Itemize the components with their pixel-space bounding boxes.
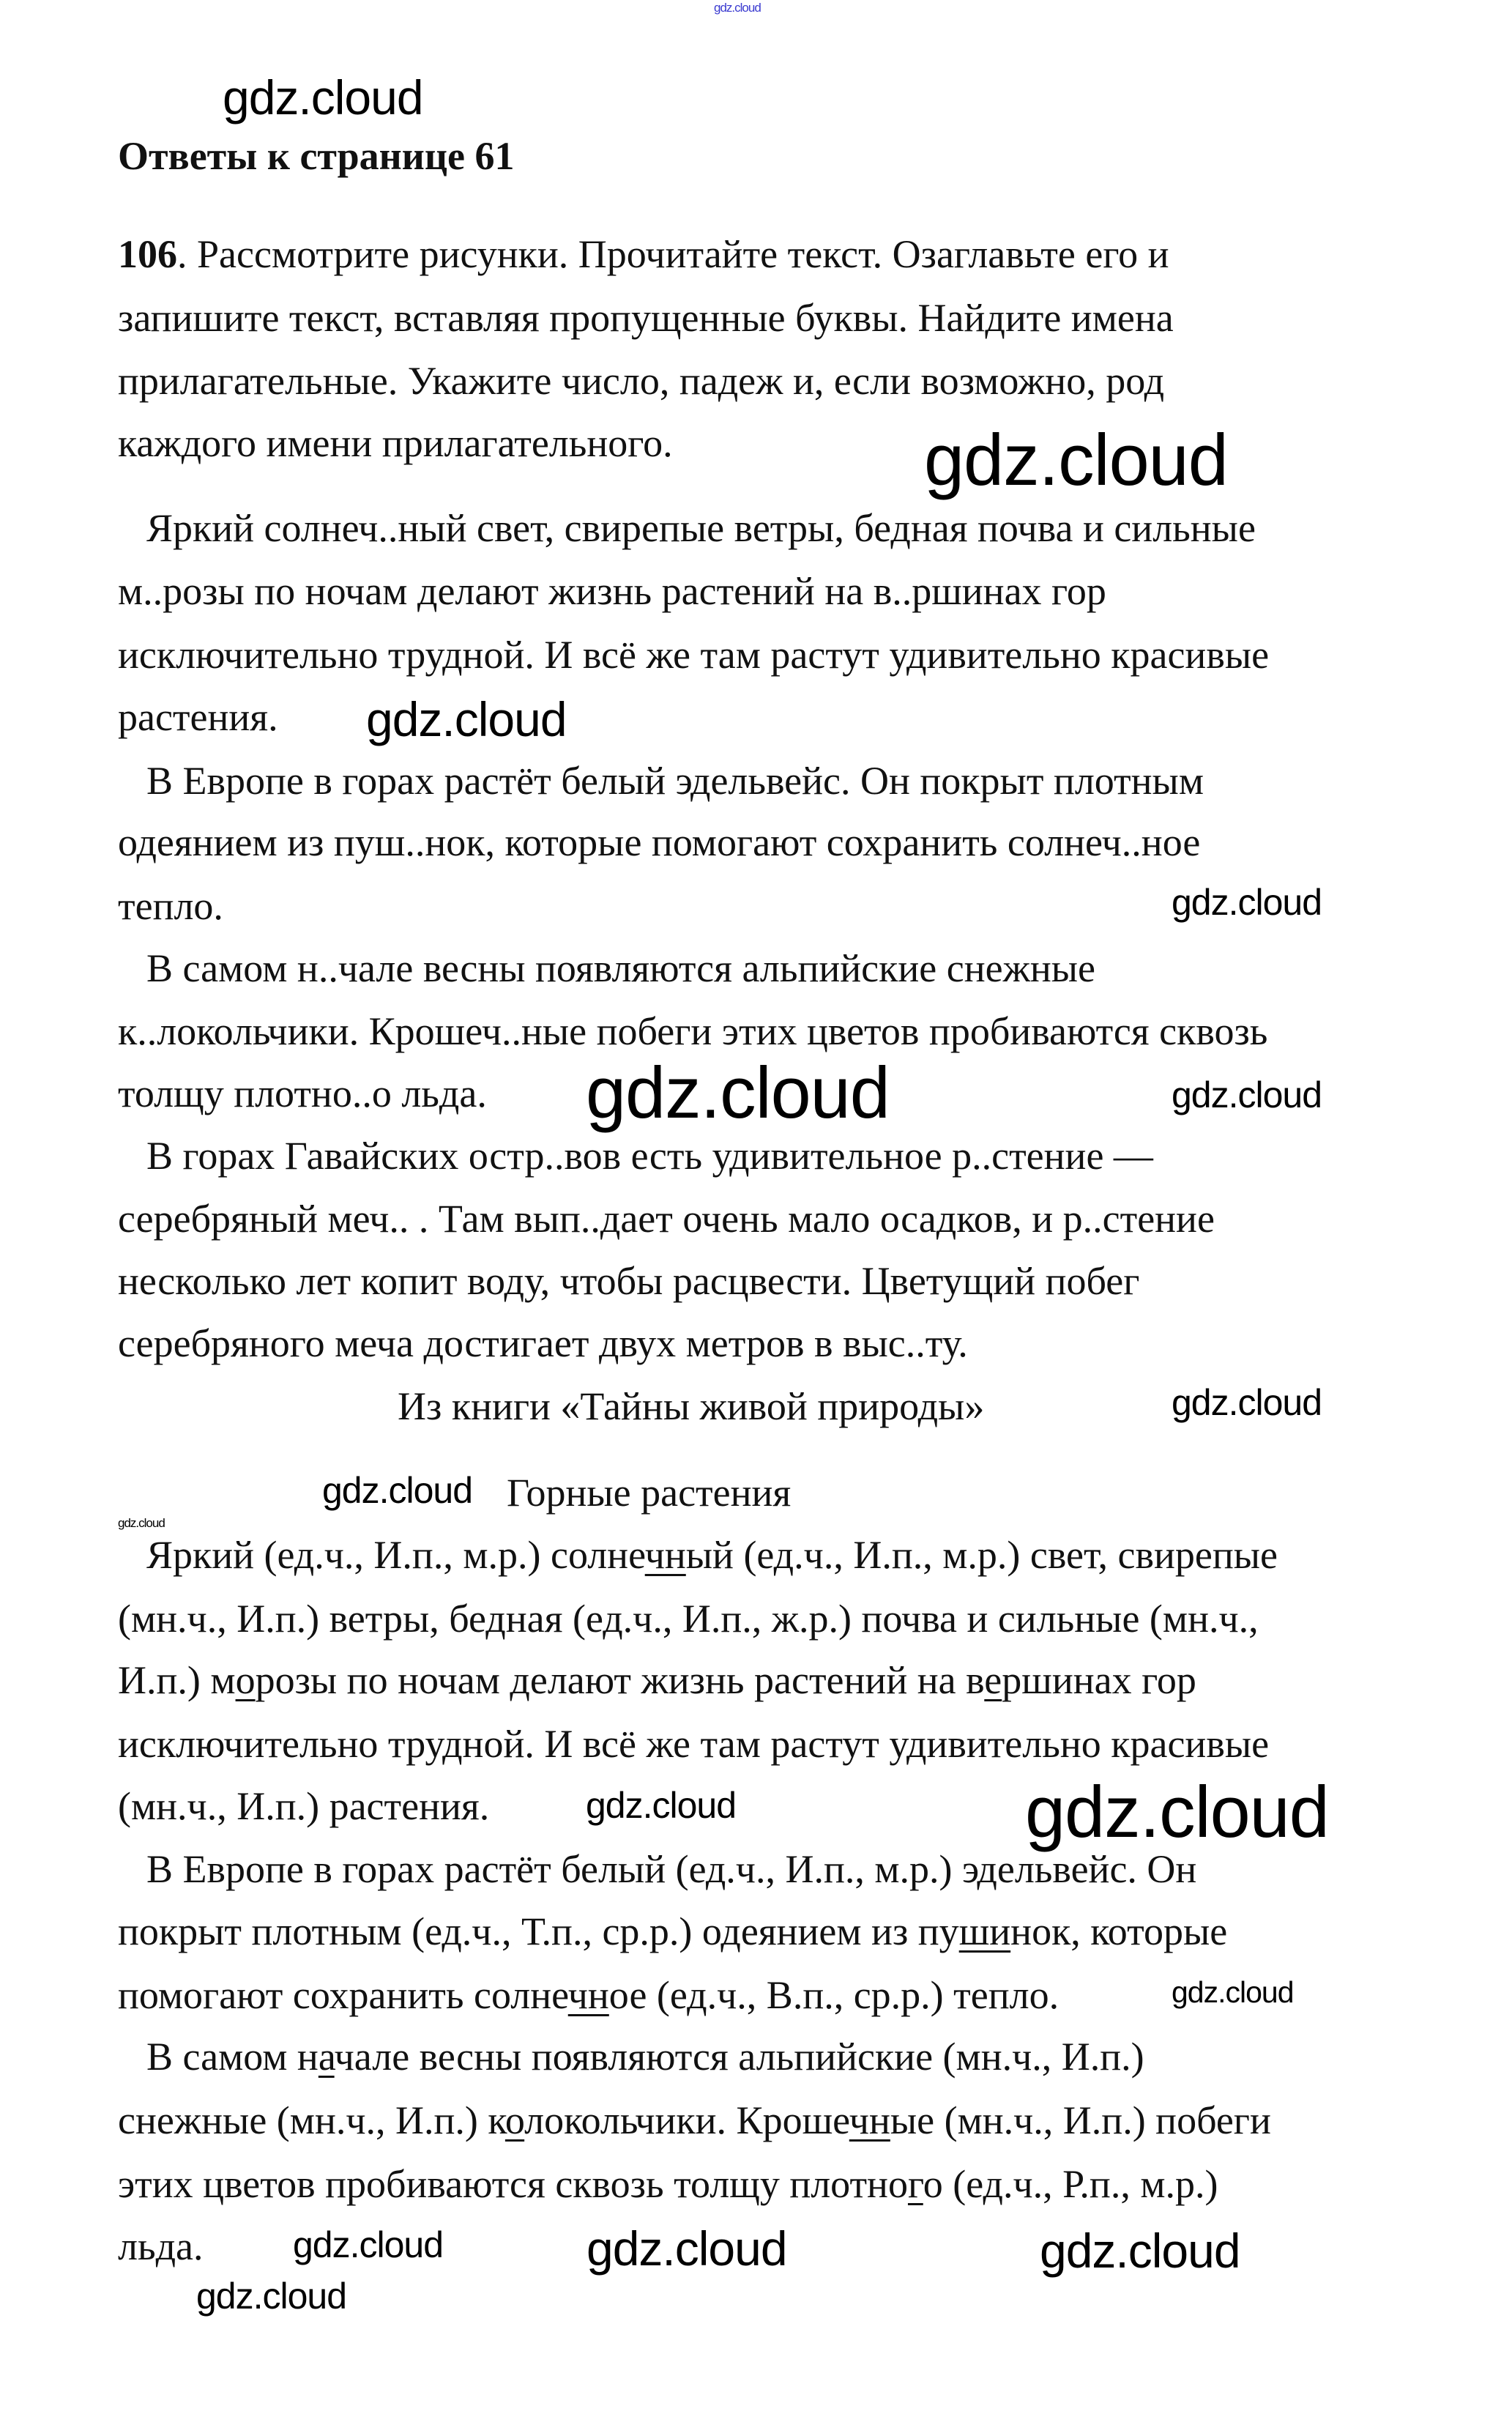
watermark-text: gdz.cloud [1025,1771,1329,1852]
watermark-text: gdz.cloud [223,70,423,125]
text-line [118,1009,1267,1053]
text-line [118,1321,968,1365]
task-line [118,296,1174,340]
watermark-text: gdz.cloud [1172,1975,1294,2009]
text-segment: . Рассмотрите рисунки. Прочитайте текст. Озаглавьте его и [177,232,1169,276]
answer-line [118,1658,1196,1702]
text-segment: В Европе в горах растёт белый эдельвейс. Он покрыт плотным [146,759,1204,803]
text-segment: ый (ед.ч., И.п., м.р.) свет, свирепые [685,1533,1278,1577]
text-segment: о (ед.ч., Р.п., м.р.) [923,2162,1218,2206]
underlined-letters: ши [958,1909,1011,1953]
text-segment: этих цветов пробиваются сквозь толщу плотно [118,2162,908,2206]
watermark-text: gdz.cloud [586,1785,737,1826]
text-segment: розы по ночам делают жизнь растений на в [255,1658,985,1702]
source-line [398,1384,984,1428]
text-line [118,569,1106,613]
text-segment: снежные (мн.ч., И.п.) к [118,2098,505,2142]
answer-line [118,1722,1269,1766]
text-segment: В самом н..чале весны появляются альпийские снежные [146,946,1096,990]
heading-line [118,134,514,178]
text-line [118,820,1200,864]
answer-line [118,1973,1059,2017]
text-segment: исключительно трудной. И всё же там растут удивительно красивые [118,1722,1270,1766]
answer-line [118,2224,204,2268]
text-segment: одеянием из пуш..нок, которые помогают сохранить солнеч..ное [118,820,1201,864]
text-line [146,1134,1153,1178]
underlined-letters: а [318,2035,335,2079]
answer-line [146,2035,1144,2079]
text-line [118,1259,1139,1303]
text-line [118,884,223,928]
watermark-text: gdz.cloud [924,419,1228,500]
task-line [118,421,673,465]
text-segment: серебряного меча достигает двух метров в выс..ту. [118,1321,968,1365]
text-segment: чале весны появляются альпийские (мн.ч., И.п.) [334,2035,1144,2079]
text-segment: локольчики. Кроше [524,2098,849,2142]
underlined-letters: о [504,2098,525,2142]
text-segment: льда. [118,2224,204,2268]
task-line [118,359,1164,403]
watermark-text: gdz.cloud [118,1516,165,1530]
text-segment: Ответы к странице 61 [118,134,515,178]
text-line [118,1072,487,1115]
underlined-letters: г [907,2162,923,2206]
text-segment: Яркий (ед.ч., И.п., м.р.) солне [146,1533,645,1577]
underlined-letters: чн [567,1973,609,2017]
answer-line [146,1847,1196,1891]
text-segment: В самом н [146,2035,319,2079]
task-line [118,232,1169,276]
text-line [118,695,278,739]
text-segment: к..локольчики. Крошеч..ные побеги этих цветов пробиваются сквозь [118,1009,1268,1053]
text-segment: В Европе в горах растёт белый (ед.ч., И.п., м.р.) эдельвейс. Он [146,1847,1197,1891]
text-segment: (мн.ч., И.п.) ветры, бедная (ед.ч., И.п., ж.р.) почва и сильные (мн.ч., [118,1597,1259,1641]
text-line [146,759,1204,803]
watermark-text: gdz.cloud [714,1,761,15]
answer-line [118,2098,1271,2142]
watermark-text: gdz.cloud [586,2221,787,2276]
watermark-text: gdz.cloud [1172,1382,1322,1423]
text-segment: каждого имени прилагательного. [118,421,673,465]
text-line [118,633,1269,677]
text-segment: растения. [118,695,278,739]
answer-title-line [507,1471,791,1515]
answer-line [118,1909,1227,1953]
answer-line [146,1533,1278,1577]
text-segment: серебряный меч.. . Там вып..дает очень мало осадков, и р..стение [118,1197,1215,1241]
underlined-letters: чн [644,1533,686,1577]
text-segment: несколько лет копит воду, чтобы расцвести. Цветущий побег [118,1259,1140,1303]
watermark-text: gdz.cloud [1172,882,1322,923]
text-segment: м..розы по ночам делают жизнь растений на в..ршинах гор [118,569,1106,613]
text-segment: ое (ед.ч., В.п., ср.р.) тепло. [608,1973,1059,2017]
text-segment: прилагательные. Укажите число, падеж и, если возможно, род [118,359,1165,403]
text-segment: И.п.) м [118,1658,236,1702]
underlined-letters: е [984,1658,1002,1702]
text-segment: Горные растения [507,1471,792,1515]
text-segment: Яркий солнеч..ный свет, свирепые ветры, бедная почва и сильные [146,506,1256,550]
answer-line [118,1597,1259,1641]
text-segment: толщу плотно..о льда. [118,1072,487,1115]
exercise-number: 106 [118,232,177,276]
text-segment: исключительно трудной. И всё же там растут удивительно красивые [118,633,1270,677]
text-line [118,1197,1215,1241]
watermark-text: gdz.cloud [293,2224,444,2265]
text-segment: ршинах гор [1002,1658,1196,1702]
text-segment: тепло. [118,884,223,928]
text-line [146,506,1256,550]
text-segment: запишите текст, вставляя пропущенные буквы. Найдите имена [118,296,1174,340]
answer-line [118,1784,489,1828]
text-segment: ые (мн.ч., И.п.) побеги [890,2098,1271,2142]
text-segment: (мн.ч., И.п.) растения. [118,1784,490,1828]
watermark-text: gdz.cloud [1172,1074,1322,1115]
watermark-text: gdz.cloud [322,1470,473,1511]
watermark-text: gdz.cloud [586,1052,890,1133]
text-line [146,946,1095,990]
text-segment: помогают сохранить солне [118,1973,568,2017]
text-segment: покрыт плотным (ед.ч., Т.п., ср.р.) одеянием из пу [118,1909,959,1953]
watermark-text: gdz.cloud [1040,2224,1240,2278]
text-segment: нок, которые [1010,1909,1228,1953]
text-segment: Из книги «Тайны живой природы» [398,1384,985,1428]
watermark-text: gdz.cloud [366,692,567,746]
underlined-letters: о [235,1658,256,1702]
underlined-letters: чн [849,2098,890,2142]
answer-line [118,2162,1218,2206]
watermark-text: gdz.cloud [196,2276,347,2317]
text-segment: В горах Гавайских остр..вов есть удивительное р..стение — [146,1134,1153,1178]
